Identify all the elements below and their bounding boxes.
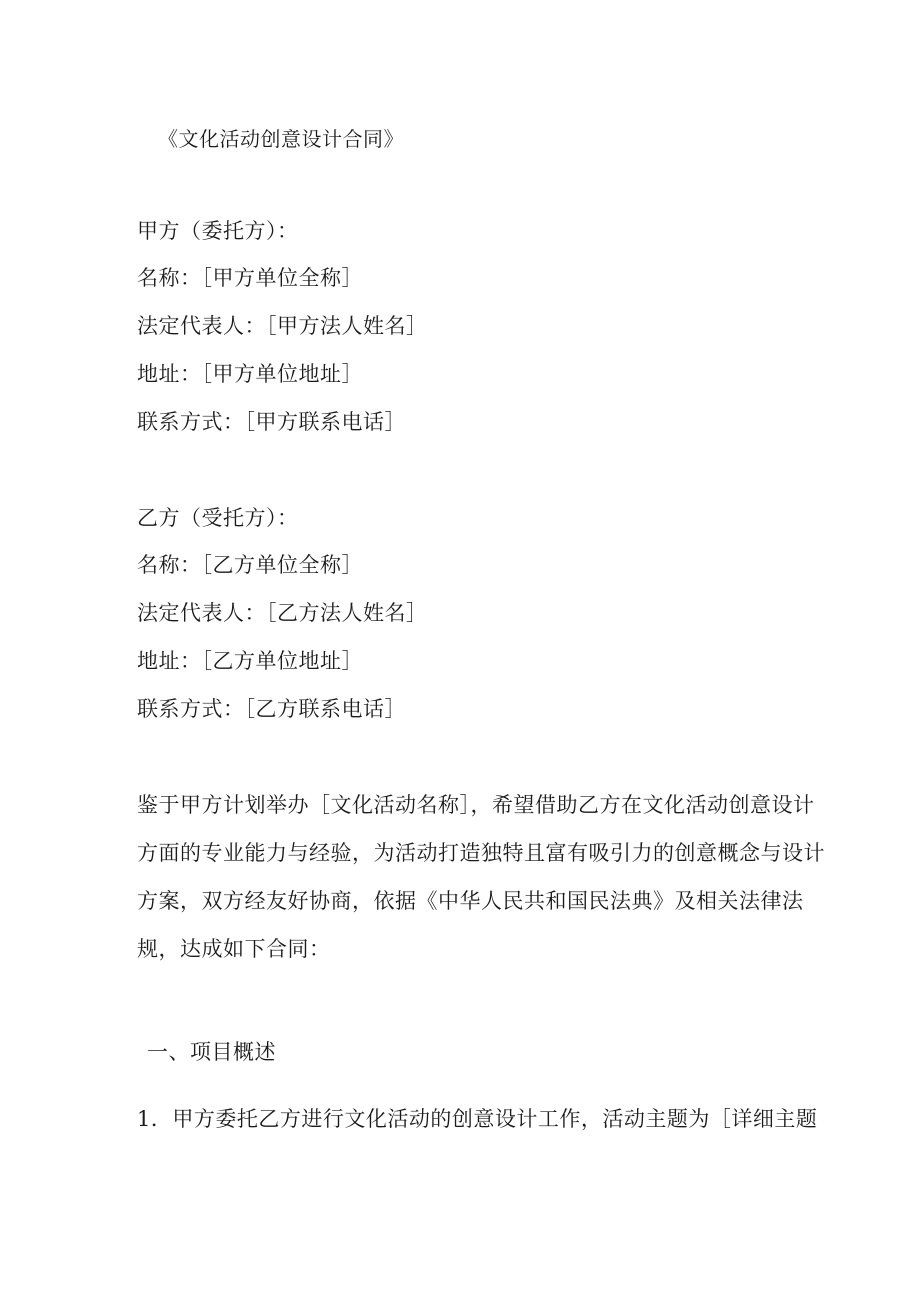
section-1-heading: 一、项目概述 [147, 1040, 276, 1064]
preamble-paragraph [137, 793, 825, 985]
party-b-name: 名称：［乙方单位全称］ [137, 553, 363, 577]
party-b-address: 地址：［乙方单位地址］ [137, 649, 363, 673]
party-a-address: 地址：［甲方单位地址］ [137, 362, 363, 386]
preamble-line: 规，达成如下合同： [137, 937, 331, 961]
preamble-line: 鉴于甲方计划举办［文化活动名称］，希望借助乙方在文化活动创意设计 [137, 793, 815, 817]
party-b-heading: 乙方（受托方）： [137, 506, 299, 530]
party-a-heading: 甲方（委托方）： [137, 219, 299, 243]
party-b-legal-rep: 法定代表人：［乙方法人姓名］ [137, 601, 428, 625]
party-a-contact: 联系方式：［甲方联系电话］ [137, 410, 406, 434]
preamble-line: 方案，双方经友好协商，依据《中华人民共和国民法典》及相关法律法 [137, 889, 804, 913]
preamble-line: 方面的专业能力与经验，为活动打造独特且富有吸引力的创意概念与设计 [137, 841, 825, 865]
party-a-legal-rep: 法定代表人：［甲方法人姓名］ [137, 314, 428, 338]
party-b-contact: 联系方式：［乙方联系电话］ [137, 697, 406, 721]
section-1-item-1: 1．甲方委托乙方进行文化活动的创意设计工作，活动主题为［详细主题 [137, 1107, 818, 1131]
party-a-name: 名称：［甲方单位全称］ [137, 266, 363, 290]
document-title: 《文化活动创意设计合同》 [158, 127, 404, 151]
